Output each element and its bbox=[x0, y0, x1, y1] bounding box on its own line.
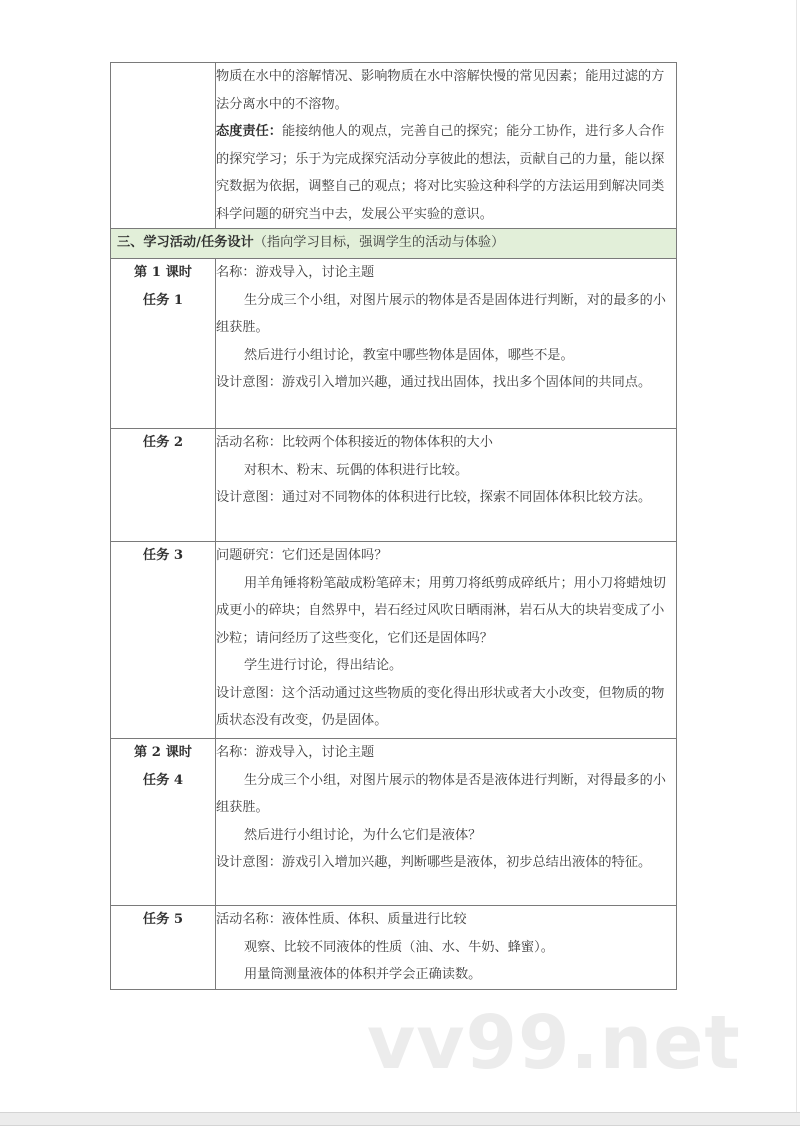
task-label: 任务 1 bbox=[142, 293, 184, 308]
page-edge bbox=[796, 0, 797, 1112]
section-subtitle: （指向学习目标，强调学生的活动与体验） bbox=[253, 235, 505, 250]
task-content bbox=[216, 542, 677, 739]
attitude-paragraph bbox=[216, 118, 676, 228]
section-header-row bbox=[111, 229, 677, 259]
task-line: 设计意图：游戏引入增加兴趣，判断哪些是液体，初步总结出液体的特征。 bbox=[216, 855, 652, 870]
section-header bbox=[111, 229, 677, 259]
task-content bbox=[216, 906, 677, 990]
lesson-label: 第 1 课时 bbox=[134, 265, 192, 280]
attitude-text: 能接纳他人的观点，完善自己的探究；能分工协作，进行多人合作的探究学习；乐于为完成探究活动分享彼此的想法，贡献自己的力量，能以探究数据为依据，调整自己的观点；将对比实验这种科学的方法运用到解决同类科学问题的研究当中去，发展公平实验的意识。 bbox=[216, 124, 665, 222]
task-label-cell bbox=[111, 906, 216, 990]
task-row bbox=[111, 739, 677, 906]
task-line: 学生进行讨论，得出结论。 bbox=[244, 658, 403, 673]
task-row bbox=[111, 259, 677, 429]
empty-label-cell bbox=[111, 63, 216, 229]
task-line: 活动名称：液体性质、体积、质量进行比较 bbox=[216, 912, 467, 927]
task-line: 用羊角锤将粉笔敲成粉笔碎末；用剪刀将纸剪成碎纸片；用小刀将蜡烛切成更小的碎块；自然界中，岩石经过风吹日晒雨淋，岩石从大的块岩变成了小沙粒；请问经历了这些变化，它们还是固体吗？ bbox=[216, 575, 666, 646]
attitude-label: 态度责任： bbox=[216, 124, 282, 139]
objectives-content bbox=[216, 63, 677, 229]
objective-paragraph: 物质在水中的溶解情况、影响物质在水中溶解快慢的常见因素；能用过滤的方法分离水中的不溶物。 bbox=[216, 69, 665, 112]
page-separator bbox=[0, 1112, 800, 1126]
task-line: 对积木、粉末、玩偶的体积进行比较。 bbox=[244, 462, 469, 478]
task-line: 然后进行小组讨论，教室中哪些物体是固体，哪些不是。 bbox=[244, 347, 574, 363]
task-line: 设计意图：通过对不同物体的体积进行比较，探索不同固体体积比较方法。 bbox=[216, 490, 652, 505]
task-label: 任务 2 bbox=[142, 435, 184, 450]
task-line: 名称：游戏导入，讨论主题 bbox=[216, 745, 375, 760]
lesson-label: 第 2 课时 bbox=[134, 745, 192, 760]
task-line: 生分成三个小组，对图片展示的物体是否是液体进行判断，对得最多的小组获胜。 bbox=[216, 772, 666, 815]
objectives-continued-row bbox=[111, 63, 677, 229]
section-title: 三、学习活动/任务设计 bbox=[117, 235, 254, 250]
lesson-plan-table bbox=[110, 62, 677, 990]
task-line: 活动名称：比较两个体积接近的物体体积的大小 bbox=[216, 435, 493, 450]
task-content bbox=[216, 429, 677, 542]
task-line: 用量筒测量液体的体积并学会正确读数。 bbox=[244, 967, 482, 982]
task-content bbox=[216, 739, 677, 906]
task-label-cell bbox=[111, 739, 216, 906]
task-line: 然后进行小组讨论，为什么它们是液体？ bbox=[244, 827, 482, 843]
task-label-cell bbox=[111, 542, 216, 739]
task-row bbox=[111, 906, 677, 990]
task-label: 任务 3 bbox=[142, 548, 184, 563]
task-line: 设计意图：这个活动通过这些物质的变化得出形状或者大小改变，但物质的物质状态没有改变，仍是固体。 bbox=[216, 685, 665, 728]
task-row bbox=[111, 429, 677, 542]
task-row bbox=[111, 542, 677, 739]
task-line: 设计意图：游戏引入增加兴趣，通过找出固体，找出多个固体间的共同点。 bbox=[216, 375, 652, 390]
task-line: 名称：游戏导入，讨论主题 bbox=[216, 265, 375, 280]
task-label: 任务 5 bbox=[142, 912, 184, 927]
task-line: 观察、比较不同液体的性质（油、水、牛奶、蜂蜜）。 bbox=[244, 939, 554, 955]
task-line: 问题研究：它们还是固体吗？ bbox=[216, 548, 388, 563]
watermark: vv99.net bbox=[367, 1000, 741, 1086]
task-label: 任务 4 bbox=[142, 773, 184, 788]
task-line: 生分成三个小组，对图片展示的物体是否是固体进行判断，对的最多的小组获胜。 bbox=[216, 292, 666, 335]
task-label-cell bbox=[111, 259, 216, 429]
task-label-cell bbox=[111, 429, 216, 542]
task-content bbox=[216, 259, 677, 429]
